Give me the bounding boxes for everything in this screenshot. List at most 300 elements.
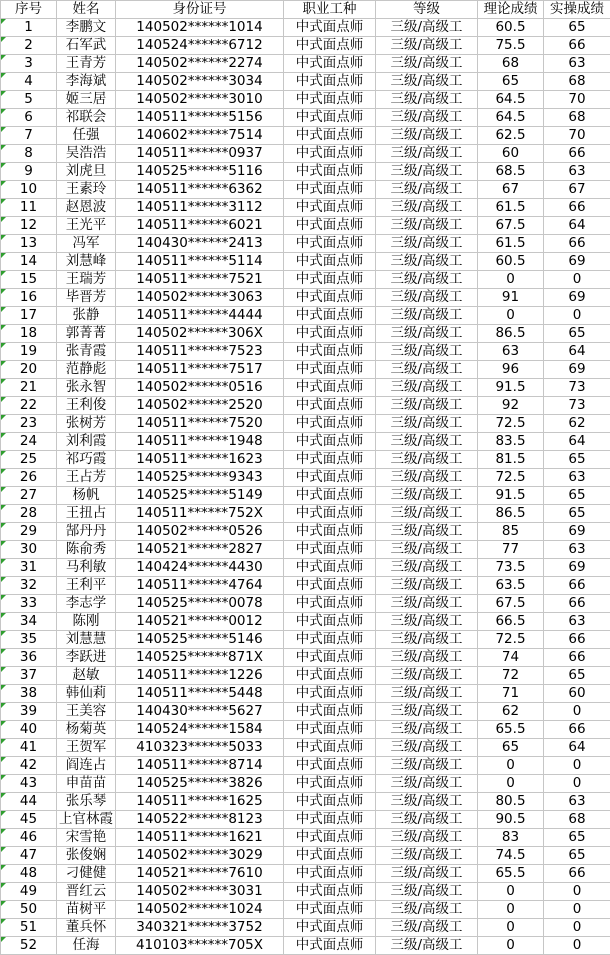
cell-seq[interactable]: [1, 289, 57, 307]
cell-theory[interactable]: [478, 217, 544, 235]
cell-id[interactable]: [116, 649, 284, 667]
cell-practical[interactable]: [544, 163, 610, 181]
cell-seq[interactable]: [1, 73, 57, 91]
cell-seq[interactable]: [1, 199, 57, 217]
cell-seq[interactable]: [1, 163, 57, 181]
cell-id[interactable]: [116, 721, 284, 739]
cell-id[interactable]: [116, 379, 284, 397]
cell-practical[interactable]: [544, 577, 610, 595]
cell-name[interactable]: [57, 577, 116, 595]
cell-practical[interactable]: [544, 559, 610, 577]
cell-level[interactable]: [376, 19, 478, 37]
cell-level[interactable]: [376, 289, 478, 307]
cell-practical[interactable]: [544, 127, 610, 145]
cell-id[interactable]: [116, 73, 284, 91]
cell-seq[interactable]: [1, 541, 57, 559]
cell-practical[interactable]: [544, 523, 610, 541]
cell-practical[interactable]: [544, 487, 610, 505]
cell-id[interactable]: [116, 343, 284, 361]
cell-level[interactable]: [376, 865, 478, 883]
cell-name[interactable]: [57, 469, 116, 487]
cell-seq[interactable]: [1, 451, 57, 469]
cell-job[interactable]: [284, 325, 376, 343]
cell-job[interactable]: [284, 775, 376, 793]
cell-theory[interactable]: [478, 253, 544, 271]
cell-level[interactable]: [376, 523, 478, 541]
cell-id[interactable]: [116, 595, 284, 613]
cell-name[interactable]: [57, 325, 116, 343]
cell-job[interactable]: [284, 829, 376, 847]
cell-level[interactable]: [376, 757, 478, 775]
cell-name[interactable]: [57, 73, 116, 91]
cell-theory[interactable]: [478, 343, 544, 361]
cell-id[interactable]: [116, 415, 284, 433]
cell-name[interactable]: [57, 55, 116, 73]
cell-level[interactable]: [376, 613, 478, 631]
cell-name[interactable]: [57, 307, 116, 325]
cell-practical[interactable]: [544, 667, 610, 685]
cell-seq[interactable]: [1, 487, 57, 505]
cell-practical[interactable]: [544, 811, 610, 829]
cell-name[interactable]: [57, 595, 116, 613]
cell-seq[interactable]: [1, 883, 57, 901]
cell-job[interactable]: [284, 865, 376, 883]
cell-name[interactable]: [57, 811, 116, 829]
cell-name[interactable]: [57, 397, 116, 415]
cell-theory[interactable]: [478, 127, 544, 145]
cell-practical[interactable]: [544, 397, 610, 415]
cell-name[interactable]: [57, 217, 116, 235]
cell-job[interactable]: [284, 253, 376, 271]
cell-seq[interactable]: [1, 37, 57, 55]
cell-id[interactable]: [116, 217, 284, 235]
cell-seq[interactable]: [1, 577, 57, 595]
cell-name[interactable]: [57, 937, 116, 955]
cell-theory[interactable]: [478, 235, 544, 253]
cell-seq[interactable]: [1, 865, 57, 883]
cell-job[interactable]: [284, 505, 376, 523]
cell-practical[interactable]: [544, 595, 610, 613]
cell-theory[interactable]: [478, 847, 544, 865]
cell-theory[interactable]: [478, 883, 544, 901]
cell-id[interactable]: [116, 541, 284, 559]
cell-name[interactable]: [57, 343, 116, 361]
cell-name[interactable]: [57, 505, 116, 523]
cell-theory[interactable]: [478, 595, 544, 613]
cell-seq[interactable]: [1, 523, 57, 541]
cell-job[interactable]: [284, 541, 376, 559]
cell-name[interactable]: [57, 289, 116, 307]
cell-id[interactable]: [116, 703, 284, 721]
cell-level[interactable]: [376, 469, 478, 487]
cell-name[interactable]: [57, 163, 116, 181]
cell-level[interactable]: [376, 775, 478, 793]
column-header-practical[interactable]: [544, 1, 610, 19]
cell-level[interactable]: [376, 811, 478, 829]
cell-practical[interactable]: [544, 217, 610, 235]
cell-level[interactable]: [376, 163, 478, 181]
cell-practical[interactable]: [544, 739, 610, 757]
cell-seq[interactable]: [1, 667, 57, 685]
cell-name[interactable]: [57, 271, 116, 289]
cell-name[interactable]: [57, 649, 116, 667]
cell-job[interactable]: [284, 55, 376, 73]
cell-level[interactable]: [376, 73, 478, 91]
cell-job[interactable]: [284, 433, 376, 451]
cell-id[interactable]: [116, 19, 284, 37]
cell-seq[interactable]: [1, 217, 57, 235]
cell-id[interactable]: [116, 523, 284, 541]
cell-theory[interactable]: [478, 109, 544, 127]
cell-id[interactable]: [116, 235, 284, 253]
cell-job[interactable]: [284, 271, 376, 289]
cell-id[interactable]: [116, 883, 284, 901]
cell-level[interactable]: [376, 181, 478, 199]
cell-theory[interactable]: [478, 811, 544, 829]
cell-job[interactable]: [284, 451, 376, 469]
cell-name[interactable]: [57, 883, 116, 901]
cell-theory[interactable]: [478, 937, 544, 955]
cell-job[interactable]: [284, 703, 376, 721]
cell-level[interactable]: [376, 793, 478, 811]
cell-level[interactable]: [376, 91, 478, 109]
cell-id[interactable]: [116, 271, 284, 289]
cell-id[interactable]: [116, 325, 284, 343]
cell-job[interactable]: [284, 109, 376, 127]
cell-level[interactable]: [376, 937, 478, 955]
cell-practical[interactable]: [544, 775, 610, 793]
cell-theory[interactable]: [478, 325, 544, 343]
cell-job[interactable]: [284, 379, 376, 397]
cell-name[interactable]: [57, 109, 116, 127]
cell-practical[interactable]: [544, 235, 610, 253]
cell-seq[interactable]: [1, 55, 57, 73]
cell-theory[interactable]: [478, 55, 544, 73]
cell-theory[interactable]: [478, 559, 544, 577]
cell-practical[interactable]: [544, 415, 610, 433]
cell-id[interactable]: [116, 199, 284, 217]
cell-id[interactable]: [116, 253, 284, 271]
cell-job[interactable]: [284, 91, 376, 109]
cell-name[interactable]: [57, 793, 116, 811]
column-header-seq[interactable]: [1, 1, 57, 19]
cell-theory[interactable]: [478, 667, 544, 685]
cell-theory[interactable]: [478, 631, 544, 649]
cell-theory[interactable]: [478, 37, 544, 55]
cell-job[interactable]: [284, 757, 376, 775]
cell-id[interactable]: [116, 937, 284, 955]
cell-job[interactable]: [284, 901, 376, 919]
cell-job[interactable]: [284, 937, 376, 955]
cell-seq[interactable]: [1, 379, 57, 397]
cell-seq[interactable]: [1, 235, 57, 253]
cell-job[interactable]: [284, 523, 376, 541]
cell-level[interactable]: [376, 127, 478, 145]
cell-theory[interactable]: [478, 505, 544, 523]
cell-practical[interactable]: [544, 271, 610, 289]
cell-practical[interactable]: [544, 793, 610, 811]
cell-id[interactable]: [116, 397, 284, 415]
cell-job[interactable]: [284, 289, 376, 307]
cell-theory[interactable]: [478, 865, 544, 883]
cell-theory[interactable]: [478, 379, 544, 397]
cell-seq[interactable]: [1, 271, 57, 289]
cell-seq[interactable]: [1, 919, 57, 937]
cell-id[interactable]: [116, 127, 284, 145]
cell-job[interactable]: [284, 487, 376, 505]
cell-id[interactable]: [116, 901, 284, 919]
cell-id[interactable]: [116, 757, 284, 775]
cell-level[interactable]: [376, 253, 478, 271]
cell-id[interactable]: [116, 775, 284, 793]
cell-name[interactable]: [57, 559, 116, 577]
cell-practical[interactable]: [544, 883, 610, 901]
cell-job[interactable]: [284, 361, 376, 379]
cell-name[interactable]: [57, 523, 116, 541]
cell-theory[interactable]: [478, 307, 544, 325]
cell-practical[interactable]: [544, 757, 610, 775]
cell-id[interactable]: [116, 667, 284, 685]
cell-practical[interactable]: [544, 361, 610, 379]
cell-name[interactable]: [57, 181, 116, 199]
cell-theory[interactable]: [478, 271, 544, 289]
cell-seq[interactable]: [1, 415, 57, 433]
cell-job[interactable]: [284, 235, 376, 253]
cell-practical[interactable]: [544, 253, 610, 271]
cell-job[interactable]: [284, 343, 376, 361]
cell-seq[interactable]: [1, 595, 57, 613]
cell-level[interactable]: [376, 325, 478, 343]
cell-name[interactable]: [57, 541, 116, 559]
cell-seq[interactable]: [1, 433, 57, 451]
cell-job[interactable]: [284, 415, 376, 433]
cell-level[interactable]: [376, 577, 478, 595]
cell-id[interactable]: [116, 847, 284, 865]
cell-theory[interactable]: [478, 685, 544, 703]
cell-id[interactable]: [116, 811, 284, 829]
cell-seq[interactable]: [1, 811, 57, 829]
cell-name[interactable]: [57, 685, 116, 703]
cell-name[interactable]: [57, 19, 116, 37]
cell-name[interactable]: [57, 451, 116, 469]
cell-name[interactable]: [57, 631, 116, 649]
cell-level[interactable]: [376, 37, 478, 55]
cell-theory[interactable]: [478, 163, 544, 181]
cell-level[interactable]: [376, 703, 478, 721]
cell-level[interactable]: [376, 307, 478, 325]
cell-theory[interactable]: [478, 919, 544, 937]
cell-theory[interactable]: [478, 757, 544, 775]
cell-seq[interactable]: [1, 739, 57, 757]
cell-theory[interactable]: [478, 415, 544, 433]
cell-theory[interactable]: [478, 199, 544, 217]
cell-seq[interactable]: [1, 91, 57, 109]
cell-job[interactable]: [284, 577, 376, 595]
cell-level[interactable]: [376, 739, 478, 757]
cell-practical[interactable]: [544, 145, 610, 163]
cell-seq[interactable]: [1, 757, 57, 775]
cell-name[interactable]: [57, 865, 116, 883]
cell-id[interactable]: [116, 631, 284, 649]
cell-practical[interactable]: [544, 541, 610, 559]
cell-seq[interactable]: [1, 793, 57, 811]
cell-name[interactable]: [57, 829, 116, 847]
cell-seq[interactable]: [1, 649, 57, 667]
cell-name[interactable]: [57, 919, 116, 937]
cell-seq[interactable]: [1, 361, 57, 379]
cell-practical[interactable]: [544, 919, 610, 937]
cell-name[interactable]: [57, 199, 116, 217]
cell-practical[interactable]: [544, 469, 610, 487]
cell-practical[interactable]: [544, 109, 610, 127]
cell-level[interactable]: [376, 397, 478, 415]
cell-job[interactable]: [284, 181, 376, 199]
cell-name[interactable]: [57, 721, 116, 739]
column-header-level[interactable]: [376, 1, 478, 19]
cell-level[interactable]: [376, 451, 478, 469]
cell-name[interactable]: [57, 739, 116, 757]
cell-seq[interactable]: [1, 181, 57, 199]
cell-level[interactable]: [376, 343, 478, 361]
cell-theory[interactable]: [478, 721, 544, 739]
cell-id[interactable]: [116, 469, 284, 487]
cell-level[interactable]: [376, 109, 478, 127]
cell-name[interactable]: [57, 433, 116, 451]
cell-level[interactable]: [376, 199, 478, 217]
cell-job[interactable]: [284, 199, 376, 217]
cell-practical[interactable]: [544, 307, 610, 325]
cell-level[interactable]: [376, 829, 478, 847]
cell-job[interactable]: [284, 919, 376, 937]
cell-id[interactable]: [116, 505, 284, 523]
cell-practical[interactable]: [544, 325, 610, 343]
cell-practical[interactable]: [544, 199, 610, 217]
cell-job[interactable]: [284, 73, 376, 91]
cell-level[interactable]: [376, 271, 478, 289]
cell-practical[interactable]: [544, 703, 610, 721]
cell-job[interactable]: [284, 739, 376, 757]
cell-practical[interactable]: [544, 865, 610, 883]
cell-id[interactable]: [116, 307, 284, 325]
cell-level[interactable]: [376, 415, 478, 433]
cell-level[interactable]: [376, 235, 478, 253]
cell-seq[interactable]: [1, 775, 57, 793]
cell-seq[interactable]: [1, 343, 57, 361]
cell-level[interactable]: [376, 595, 478, 613]
cell-seq[interactable]: [1, 397, 57, 415]
cell-practical[interactable]: [544, 73, 610, 91]
cell-seq[interactable]: [1, 19, 57, 37]
cell-id[interactable]: [116, 289, 284, 307]
cell-job[interactable]: [284, 217, 376, 235]
cell-level[interactable]: [376, 505, 478, 523]
column-header-id[interactable]: [116, 1, 284, 19]
cell-id[interactable]: [116, 91, 284, 109]
cell-seq[interactable]: [1, 829, 57, 847]
cell-id[interactable]: [116, 451, 284, 469]
cell-practical[interactable]: [544, 343, 610, 361]
cell-job[interactable]: [284, 847, 376, 865]
cell-level[interactable]: [376, 883, 478, 901]
cell-level[interactable]: [376, 145, 478, 163]
column-header-theory[interactable]: [478, 1, 544, 19]
cell-theory[interactable]: [478, 577, 544, 595]
cell-theory[interactable]: [478, 487, 544, 505]
cell-seq[interactable]: [1, 721, 57, 739]
cell-job[interactable]: [284, 793, 376, 811]
cell-job[interactable]: [284, 883, 376, 901]
cell-name[interactable]: [57, 253, 116, 271]
cell-seq[interactable]: [1, 469, 57, 487]
cell-name[interactable]: [57, 37, 116, 55]
cell-id[interactable]: [116, 739, 284, 757]
cell-practical[interactable]: [544, 937, 610, 955]
cell-practical[interactable]: [544, 505, 610, 523]
cell-id[interactable]: [116, 433, 284, 451]
cell-job[interactable]: [284, 127, 376, 145]
cell-practical[interactable]: [544, 91, 610, 109]
cell-seq[interactable]: [1, 613, 57, 631]
cell-seq[interactable]: [1, 937, 57, 955]
cell-seq[interactable]: [1, 631, 57, 649]
cell-level[interactable]: [376, 901, 478, 919]
cell-theory[interactable]: [478, 451, 544, 469]
cell-theory[interactable]: [478, 289, 544, 307]
cell-practical[interactable]: [544, 829, 610, 847]
cell-level[interactable]: [376, 649, 478, 667]
cell-name[interactable]: [57, 415, 116, 433]
cell-job[interactable]: [284, 613, 376, 631]
cell-job[interactable]: [284, 595, 376, 613]
cell-theory[interactable]: [478, 793, 544, 811]
cell-name[interactable]: [57, 145, 116, 163]
cell-name[interactable]: [57, 667, 116, 685]
cell-job[interactable]: [284, 37, 376, 55]
cell-job[interactable]: [284, 649, 376, 667]
cell-name[interactable]: [57, 901, 116, 919]
cell-id[interactable]: [116, 919, 284, 937]
cell-job[interactable]: [284, 19, 376, 37]
cell-id[interactable]: [116, 829, 284, 847]
cell-practical[interactable]: [544, 721, 610, 739]
cell-level[interactable]: [376, 541, 478, 559]
cell-practical[interactable]: [544, 37, 610, 55]
cell-seq[interactable]: [1, 901, 57, 919]
cell-theory[interactable]: [478, 649, 544, 667]
cell-job[interactable]: [284, 163, 376, 181]
cell-level[interactable]: [376, 919, 478, 937]
cell-seq[interactable]: [1, 127, 57, 145]
cell-theory[interactable]: [478, 19, 544, 37]
cell-id[interactable]: [116, 181, 284, 199]
cell-seq[interactable]: [1, 325, 57, 343]
cell-practical[interactable]: [544, 451, 610, 469]
cell-practical[interactable]: [544, 631, 610, 649]
cell-level[interactable]: [376, 685, 478, 703]
cell-name[interactable]: [57, 487, 116, 505]
cell-name[interactable]: [57, 775, 116, 793]
cell-job[interactable]: [284, 397, 376, 415]
cell-practical[interactable]: [544, 181, 610, 199]
cell-name[interactable]: [57, 379, 116, 397]
cell-id[interactable]: [116, 865, 284, 883]
cell-practical[interactable]: [544, 613, 610, 631]
cell-theory[interactable]: [478, 901, 544, 919]
cell-theory[interactable]: [478, 775, 544, 793]
cell-name[interactable]: [57, 757, 116, 775]
column-header-job[interactable]: [284, 1, 376, 19]
cell-level[interactable]: [376, 559, 478, 577]
